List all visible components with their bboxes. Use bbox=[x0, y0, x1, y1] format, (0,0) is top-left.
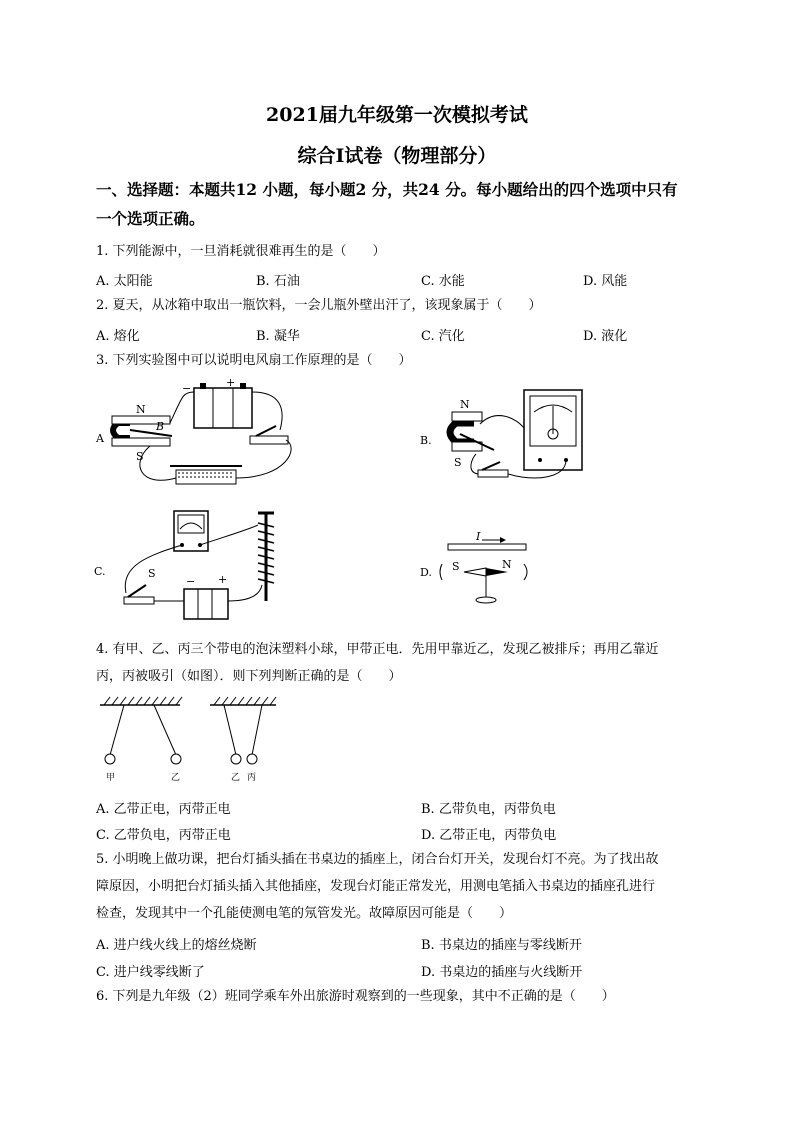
section-heading-line2: 一个选项正确。 bbox=[96, 209, 205, 228]
q5-stem-line1: 5. 小明晚上做功课，把台灯插头插在书桌边的插座上，闭合台灯开关，发现台灯不亮。为了找出故 bbox=[96, 852, 659, 867]
fig-a-n-label: N bbox=[136, 403, 146, 416]
fig-d-s-label: S bbox=[452, 560, 460, 573]
q3-figure-c bbox=[90, 505, 300, 623]
q4-stem-line2: 丙，丙被吸引（如图）．则下列判断正确的是（ ） bbox=[96, 669, 402, 684]
q5-option-c: C. 进户线零线断了 bbox=[96, 965, 205, 980]
q4-option-d: D. 乙带正电，丙带负电 bbox=[421, 828, 557, 843]
fig-a-minus: − bbox=[182, 382, 192, 395]
q1-option-b: B. 石油 bbox=[256, 274, 300, 289]
fig-b-n-label: N bbox=[460, 398, 470, 411]
ball-yi2-label: 乙 bbox=[231, 773, 241, 783]
q4-option-c: C. 乙带负电，丙带正电 bbox=[96, 828, 231, 843]
q3-figure-a bbox=[90, 378, 310, 503]
fig-a-label: A bbox=[96, 432, 104, 445]
q1-option-a: A. 太阳能 bbox=[96, 274, 153, 289]
q2-option-d: D. 液化 bbox=[583, 329, 628, 344]
q1-stem: 1. 下列能源中，一旦消耗就很难再生的是（ ） bbox=[96, 244, 386, 259]
fig-c-plus: + bbox=[218, 573, 228, 586]
fig-b-s-label: S bbox=[454, 456, 462, 469]
fig-a-b-label: B bbox=[156, 420, 165, 433]
fig-a-s-label: S bbox=[136, 450, 144, 463]
fig-d-n-label: N bbox=[502, 558, 512, 571]
q4-stem-line1: 4. 有甲、乙、丙三个带电的泡沫塑料小球，甲带正电．先用甲靠近乙，发现乙被排斥；再用乙靠近 bbox=[96, 642, 659, 657]
q2-option-a: A. 熔化 bbox=[96, 329, 140, 344]
q2-stem: 2. 夏天，从冰箱中取出一瓶饮料，一会儿瓶外壁出汗了，该现象属于（ ） bbox=[96, 298, 542, 313]
q6-stem: 6. 下列是九年级（2）班同学乘车外出旅游时观察到的一些现象，其中不正确的是（ ） bbox=[96, 989, 615, 1004]
exam-subtitle: 综合I试卷（物理部分） bbox=[297, 145, 497, 167]
q2-option-c: C. 汽化 bbox=[421, 329, 465, 344]
ball-yi-label: 乙 bbox=[171, 773, 181, 783]
q3-stem: 3. 下列实验图中可以说明电风扇工作原理的是（ ） bbox=[96, 353, 412, 368]
q5-stem-line3: 检查，发现其中一个孔能使测电笔的氖管发光。故障原因可能是（ ） bbox=[96, 906, 513, 921]
fig-c-label: C. bbox=[94, 565, 106, 578]
q5-option-a: A. 进户线火线上的熔丝烧断 bbox=[96, 938, 257, 953]
fig-d-label: D. bbox=[420, 566, 432, 579]
section-heading-line1: 一、选择题：本题共12 小题，每小题2 分，共24 分。每小题给出的四个选项中只有 bbox=[96, 180, 678, 199]
fig-d-current-label: I bbox=[476, 530, 481, 543]
fig-b-label: B. bbox=[420, 434, 432, 447]
q4-option-a: A. 乙带正电，丙带正电 bbox=[96, 802, 231, 817]
q3-figure-b bbox=[416, 378, 596, 488]
fig-c-s-label: S bbox=[148, 567, 156, 580]
q5-option-b: B. 书桌边的插座与零线断开 bbox=[421, 938, 582, 953]
ball-jia-label: 甲 bbox=[106, 773, 116, 783]
ball-bing-label: 丙 bbox=[247, 773, 257, 783]
q5-stem-line2: 障原因，小明把台灯插头插入其他插座，发现台灯能正常发光，用测电笔插入书桌边的插座孔进行 bbox=[96, 879, 656, 894]
q5-option-d: D. 书桌边的插座与火线断开 bbox=[421, 965, 583, 980]
exam-title: 2021届九年级第一次模拟考试 bbox=[266, 104, 528, 126]
q1-option-c: C. 水能 bbox=[421, 274, 465, 289]
q4-option-b: B. 乙带负电，丙带负电 bbox=[421, 802, 556, 817]
q2-option-b: B. 凝华 bbox=[256, 329, 300, 344]
q3-figure-d bbox=[416, 528, 546, 608]
fig-c-minus: − bbox=[186, 575, 196, 588]
q4-figure bbox=[98, 695, 278, 787]
fig-a-plus: + bbox=[226, 376, 236, 389]
q1-option-d: D. 风能 bbox=[583, 274, 628, 289]
